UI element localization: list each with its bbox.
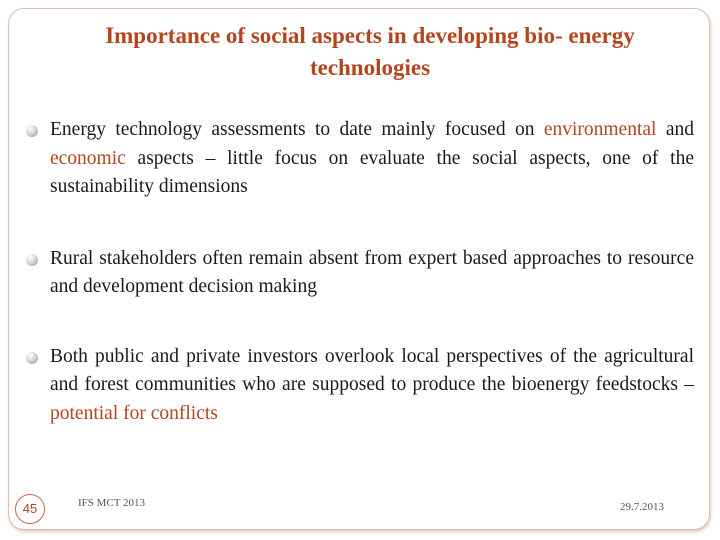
bullet-text: aspects – little focus on evaluate the social aspects, one of the sustainability dimensions [50,147,694,197]
bullet-text: Energy technology assessments to date mainly focused on [50,119,544,140]
bullet-text: Both public and private investors overlook local perspectives of the agricultural and forest communities who are supposed to produce the bioenergy feedstocks – [50,345,694,395]
footer-date: 29.7.2013 [620,501,664,513]
bullet-list [24,114,694,428]
bullet-item [24,245,694,302]
slide-title [40,20,700,84]
title-line-2: technologies [309,55,431,80]
bullet-icon [26,254,38,266]
highlight-environmental: environmental [543,119,657,140]
bullet-item [24,116,694,202]
footer-event-label: IFS MCT 2013 [78,497,146,509]
bullet-item [24,343,694,429]
highlight-economic: economic [50,147,126,169]
page-number-badge: 45 [15,494,45,524]
bullet-text: and [656,119,695,140]
bullet-icon [26,352,38,364]
highlight-potential-for-conflicts: potential for conflicts [50,402,218,424]
bullet-text: Rural stakeholders often remain absent from expert based approaches to resource and development decision making [50,247,694,297]
bullet-icon [26,125,38,137]
title-line-1: Importance of social aspects in developing bio- energy [105,23,635,48]
